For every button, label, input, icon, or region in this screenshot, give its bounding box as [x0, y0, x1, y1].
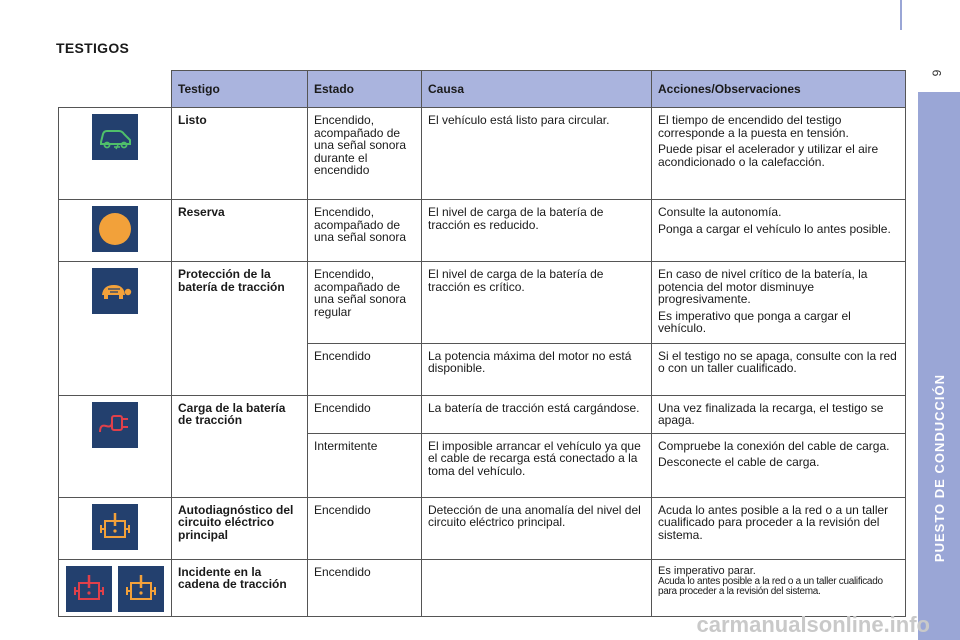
row-acciones: [652, 433, 906, 497]
table-row: [59, 395, 906, 433]
row-causa: Detección de una anomalía del nivel del circuito eléctrico principal.: [422, 497, 652, 559]
header-blank: [59, 71, 172, 108]
row-estado: Encendido, acompañado de una señal sonora durante el encendido: [308, 108, 422, 200]
table-row: [59, 200, 906, 262]
row-causa: El imposible arrancar el vehículo ya que el cable de recarga está conectado a la toma del vehículo.: [422, 433, 652, 497]
acciones-text: Acuda lo antes posible a la red o a un taller cualificado para proceder a la revisión del sistema.: [658, 575, 883, 597]
row-causa: El vehículo está listo para circular.: [422, 108, 652, 200]
header-causa: Causa: [422, 71, 652, 108]
row-name: Protección de la batería de tracción: [172, 262, 308, 396]
row-estado: Encendido: [308, 559, 422, 616]
acciones-text: Consulte la autonomía.: [658, 205, 782, 219]
row-acciones: [652, 108, 906, 200]
top-rule: [900, 0, 902, 30]
row-name: Carga de la batería de tracción: [172, 395, 308, 497]
header-estado: Estado: [308, 71, 422, 108]
row-name: Reserva: [172, 200, 308, 262]
row-acciones: [652, 559, 906, 616]
watermark: carmanualsonline.info: [696, 612, 930, 637]
table-row: [59, 108, 906, 200]
warning-lights-table: [58, 70, 906, 617]
acciones-text: En caso de nivel crítico de la batería, la potencia del motor disminuye progresivamente.: [658, 267, 868, 306]
acciones-text: El tiempo de encendido del testigo corresponde a la puesta en tensión.: [658, 113, 849, 140]
row-causa: [422, 559, 652, 616]
row-estado: Encendido, acompañado de una señal sonora: [308, 200, 422, 262]
table-row: [59, 497, 906, 559]
ready-car-icon: [92, 114, 138, 160]
row-acciones: Acuda lo antes posible a la red o a un taller cualificado para proceder a la revisión del sistema.: [652, 497, 906, 559]
header-testigo: Testigo: [172, 71, 308, 108]
row-estado: Encendido: [308, 343, 422, 395]
icon-cell: [59, 262, 172, 396]
powertrain-fault-red-icon: [66, 566, 112, 612]
section-label: [918, 92, 960, 562]
icon-cell: [59, 108, 172, 200]
row-causa: La batería de tracción está cargándose.: [422, 395, 652, 433]
row-name: Incidente en la cadena de tracción: [172, 559, 308, 616]
icon-cell: [59, 497, 172, 559]
row-causa: La potencia máxima del motor no está disponible.: [422, 343, 652, 395]
row-estado: Encendido: [308, 497, 422, 559]
table-row: [59, 262, 906, 344]
acciones-text: Es imperativo parar.: [658, 564, 756, 577]
row-acciones: Si el testigo no se apaga, consulte con la red o con un taller cualificado.: [652, 343, 906, 395]
charging-plug-icon: [92, 402, 138, 448]
acciones-text: Puede pisar el acelerador y utilizar el aire acondicionado o la calefacción.: [658, 142, 879, 169]
electrical-fault-icon: [92, 504, 138, 550]
icon-cell: [59, 559, 172, 616]
table-row: [59, 559, 906, 616]
row-name: Listo: [172, 108, 308, 200]
row-acciones: Una vez finalizada la recarga, el testigo se apaga.: [652, 395, 906, 433]
powertrain-fault-orange-icon: [118, 566, 164, 612]
icon-cell: [59, 395, 172, 497]
reserve-circle-icon: [92, 206, 138, 252]
acciones-text: Desconecte el cable de carga.: [658, 455, 820, 469]
icon-cell: [59, 200, 172, 262]
row-estado: Intermitente: [308, 433, 422, 497]
row-acciones: [652, 262, 906, 344]
row-name: Autodiagnóstico del circuito eléctrico principal: [172, 497, 308, 559]
header-acciones: Acciones/Observaciones: [652, 71, 906, 108]
section-label-text: PUESTO DE CONDUCCIÓN: [931, 373, 947, 562]
row-estado: Encendido: [308, 395, 422, 433]
acciones-text: Compruebe la conexión del cable de carga.: [658, 438, 890, 453]
page-number: 9: [930, 69, 944, 77]
acciones-text: Ponga a cargar el vehículo lo antes posible.: [658, 221, 891, 236]
page-title: TESTIGOS: [56, 40, 130, 56]
table-header-row: [59, 71, 906, 108]
turtle-icon: [92, 268, 138, 314]
row-estado: Encendido, acompañado de una señal sonora regular: [308, 262, 422, 344]
row-acciones: [652, 200, 906, 262]
acciones-text: Es imperativo que ponga a cargar el vehículo.: [658, 308, 851, 335]
row-causa: El nivel de carga de la batería de tracción es reducido.: [422, 200, 652, 262]
row-causa: El nivel de carga de la batería de tracción es crítico.: [422, 262, 652, 344]
